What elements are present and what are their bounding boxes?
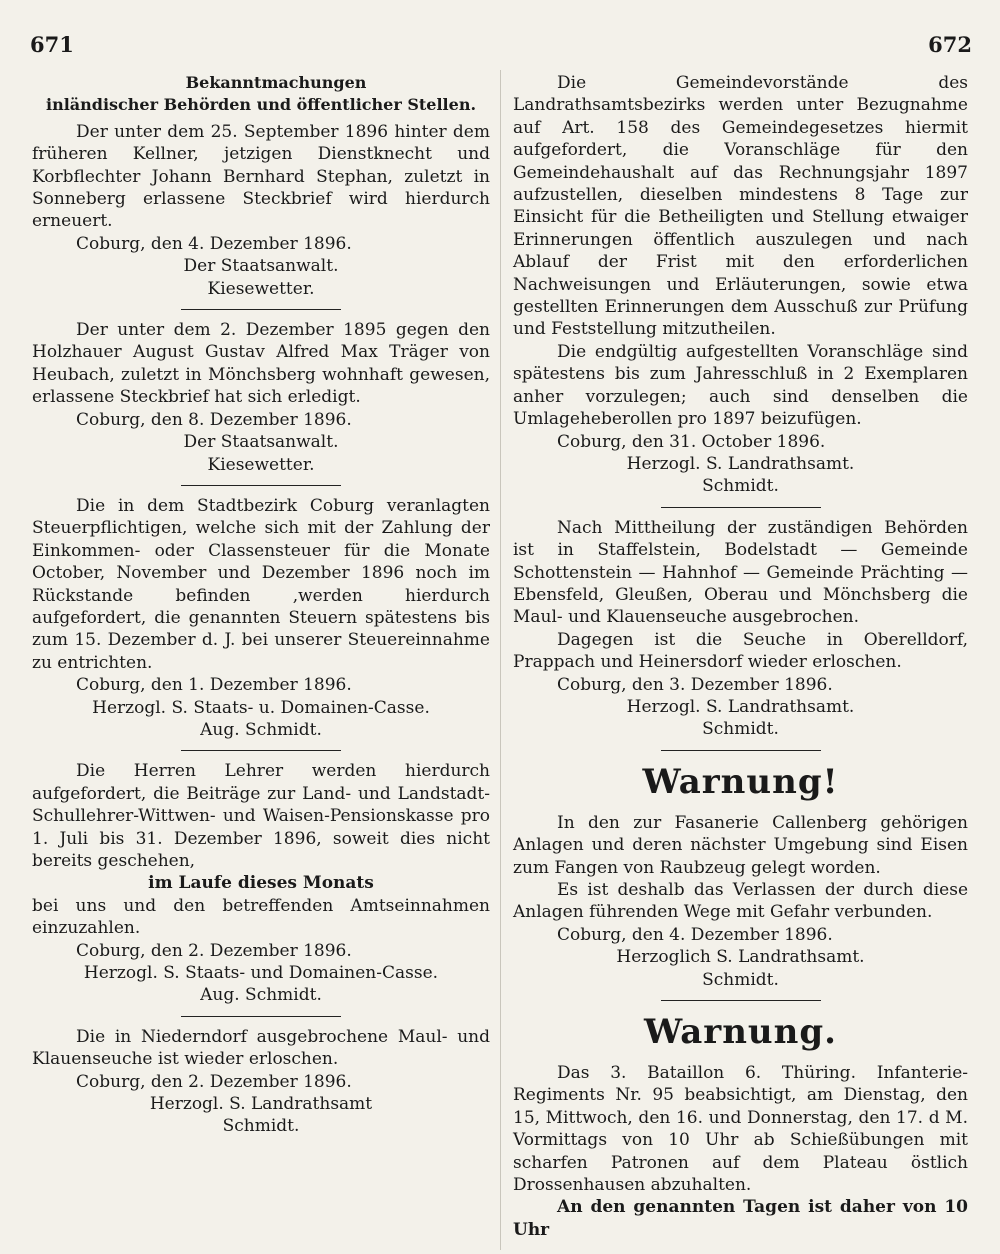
notice-8-text-cont: Es ist deshalb das Verlassen der durch diese Anlagen führenden Wege mit Gefahr verbunden. bbox=[513, 880, 968, 923]
notice-3-signature: Aug. Schmidt. bbox=[200, 719, 322, 740]
notice-6-date: Coburg, den 31. October 1896. bbox=[557, 431, 826, 452]
notice-9-text: Das 3. Bataillon 6. Thüring. Infanterie-Regiments Nr. 95 beabsichtigt, am Dienstag, den 15, Mittwoch, den 16. und Donnerstag, den 17. d M. Vormittags von 10 Uhr ab Schießübungen mit scharfen Patronen auf dem Plateau östlich Drossenhausen abzuhalten. bbox=[513, 1063, 968, 1196]
page-number-left: 671 bbox=[30, 32, 74, 57]
notice-8-text: In den zur Fasanerie Callenberg gehörigen Anlagen und deren nächster Umgebung sind Eisen zum Fangen von Raubzeug gelegt worden. bbox=[513, 812, 968, 878]
divider-rule bbox=[181, 750, 341, 751]
notice-1-office: Der Staatsanwalt. bbox=[183, 256, 339, 277]
notice-4-office: Herzogl. S. Staats- und Domainen-Casse. bbox=[83, 963, 439, 984]
notice-4-emphasis: im Laufe dieses Monats bbox=[148, 873, 374, 894]
notice-9-text-cont: An den genannten Tagen ist daher von 10 Uhr bbox=[513, 1197, 968, 1240]
notice-7-text: Nach Mittheilung der zuständigen Behörden ist in Staffelstein, Bodelstadt — Gemeinde Schottenstein — Hahnhof — Gemeinde Prächting — Ebensfeld, Gleußen, Oberau und Mönchsberg die Maul- und Klauenseuche ausgebrochen. bbox=[513, 517, 968, 628]
notice-3-office: Herzogl. S. Staats- u. Domainen-Casse. bbox=[92, 697, 430, 718]
notice-4-signature: Aug. Schmidt. bbox=[200, 985, 322, 1006]
page-number-right: 672 bbox=[928, 32, 972, 57]
divider-rule bbox=[661, 750, 821, 751]
left-column bbox=[32, 72, 490, 1138]
divider-rule bbox=[181, 485, 341, 486]
notice-7-date: Coburg, den 3. Dezember 1896. bbox=[557, 674, 833, 695]
notice-2-office: Der Staatsanwalt. bbox=[183, 432, 339, 453]
notice-6-text-cont: Die endgültig aufgestellten Voranschläge sind spätestens bis zum Jahresschluß in 2 Exemplaren anher vorzulegen; auch sind denselben die Umlageheberollen pro 1897 beizufügen. bbox=[513, 341, 968, 430]
notice-4-text-cont: bei uns und den betreffenden Amtseinnahmen einzuzahlen. bbox=[32, 895, 490, 939]
notice-3-date: Coburg, den 1. Dezember 1896. bbox=[76, 675, 352, 696]
notice-7-office: Herzogl. S. Landrathsamt. bbox=[626, 696, 855, 717]
notice-2-signature: Kiesewetter. bbox=[207, 454, 315, 475]
notice-6-text: Die Gemeindevorstände des Landrathsamtsbezirks werden unter Bezugnahme auf Art. 158 des Gemeindegesetzes hiermit aufgefordert, die Voranschläge für den Gemeindehaushalt auf das Rechnungsjahr 1897 aufzustellen, dieselben mindestens 8 Tage zur Einsicht für die Betheiligten und Stellung etwaiger Erinnerungen öffentlich auszulegen und nach Ablauf der Frist mit den erforderlichen Nachweisungen und Erläuterungen, sowie etwa gestellten Erinnerungen dem Ausschuß zur Prüfung und Feststellung mitzutheilen. bbox=[513, 73, 968, 340]
notice-6-signature: Schmidt. bbox=[702, 476, 779, 497]
notice-1-signature: Kiesewetter. bbox=[207, 278, 315, 299]
column-divider bbox=[500, 70, 501, 1250]
divider-rule bbox=[181, 1016, 341, 1017]
notice-5-date: Coburg, den 2. Dezember 1896. bbox=[76, 1071, 352, 1092]
warning-heading-2: Warnung. bbox=[644, 1012, 837, 1053]
notice-6-office: Herzogl. S. Landrathsamt. bbox=[626, 453, 855, 474]
notice-4-text: Die Herren Lehrer werden hierdurch aufgefordert, die Beiträge zur Land- und Landstadt-Schullehrer-Wittwen- und Waisen-Pensionskasse pro 1. Juli bis 31. Dezember 1896, soweit dies nicht bereits geschehen, bbox=[32, 761, 490, 871]
notice-5-office: Herzogl. S. Landrathsamt bbox=[149, 1094, 373, 1115]
notice-7-signature: Schmidt. bbox=[702, 719, 779, 740]
notice-8-date: Coburg, den 4. Dezember 1896. bbox=[557, 924, 833, 945]
notice-2-text: Der unter dem 2. Dezember 1895 gegen den Holzhauer August Gustav Alfred Max Träger von Heubach, zuletzt in Mönchsberg wohnhaft gewesen, erlassene Steckbrief hat sich erledigt. bbox=[32, 320, 490, 408]
notice-8-signature: Schmidt. bbox=[702, 969, 779, 990]
notice-5-signature: Schmidt. bbox=[222, 1116, 300, 1137]
notice-4-date: Coburg, den 2. Dezember 1896. bbox=[76, 940, 352, 961]
right-column bbox=[513, 72, 968, 1241]
warning-heading: Warnung! bbox=[642, 761, 839, 802]
notice-1-text: Der unter dem 25. September 1896 hinter dem früheren Kellner, jetzigen Dienstknecht und Korbflechter Johann Bernhard Stephan, zuletzt in Sonneberg erlassene Steckbrief wird hierdurch erneuert. bbox=[32, 121, 490, 232]
notice-3-text: Die in dem Stadtbezirk Coburg veranlagten Steuerpflichtigen, welche sich mit der Zahlung der Einkommen- oder Classensteuer für die Monate October, November und Dezember 1896 noch im Rückstande befinden ,werden hierdurch aufgefordert, die genannten Steuern spätestens bis zum 15. Dezember d. J. bei unserer Steuereinnahme zu entrichten. bbox=[32, 495, 490, 673]
divider-rule bbox=[181, 309, 341, 310]
notice-1-date: Coburg, den 4. Dezember 1896. bbox=[76, 233, 352, 254]
notice-2-date: Coburg, den 8. Dezember 1896. bbox=[76, 409, 352, 430]
notice-8-office: Herzoglich S. Landrathsamt. bbox=[616, 947, 865, 968]
notice-7-text-cont: Dagegen ist die Seuche in Oberelldorf, Prappach und Heinersdorf wieder erloschen. bbox=[513, 629, 968, 673]
divider-rule bbox=[661, 1000, 821, 1001]
divider-rule bbox=[661, 507, 821, 508]
section-heading-line1: Bekanntmachungen bbox=[185, 73, 367, 92]
section-heading-line2: inländischer Behörden und öffentlicher Stellen. bbox=[45, 95, 477, 115]
notice-5-text: Die in Niederndorf ausgebrochene Maul- und Klauenseuche ist wieder erloschen. bbox=[32, 1026, 490, 1070]
